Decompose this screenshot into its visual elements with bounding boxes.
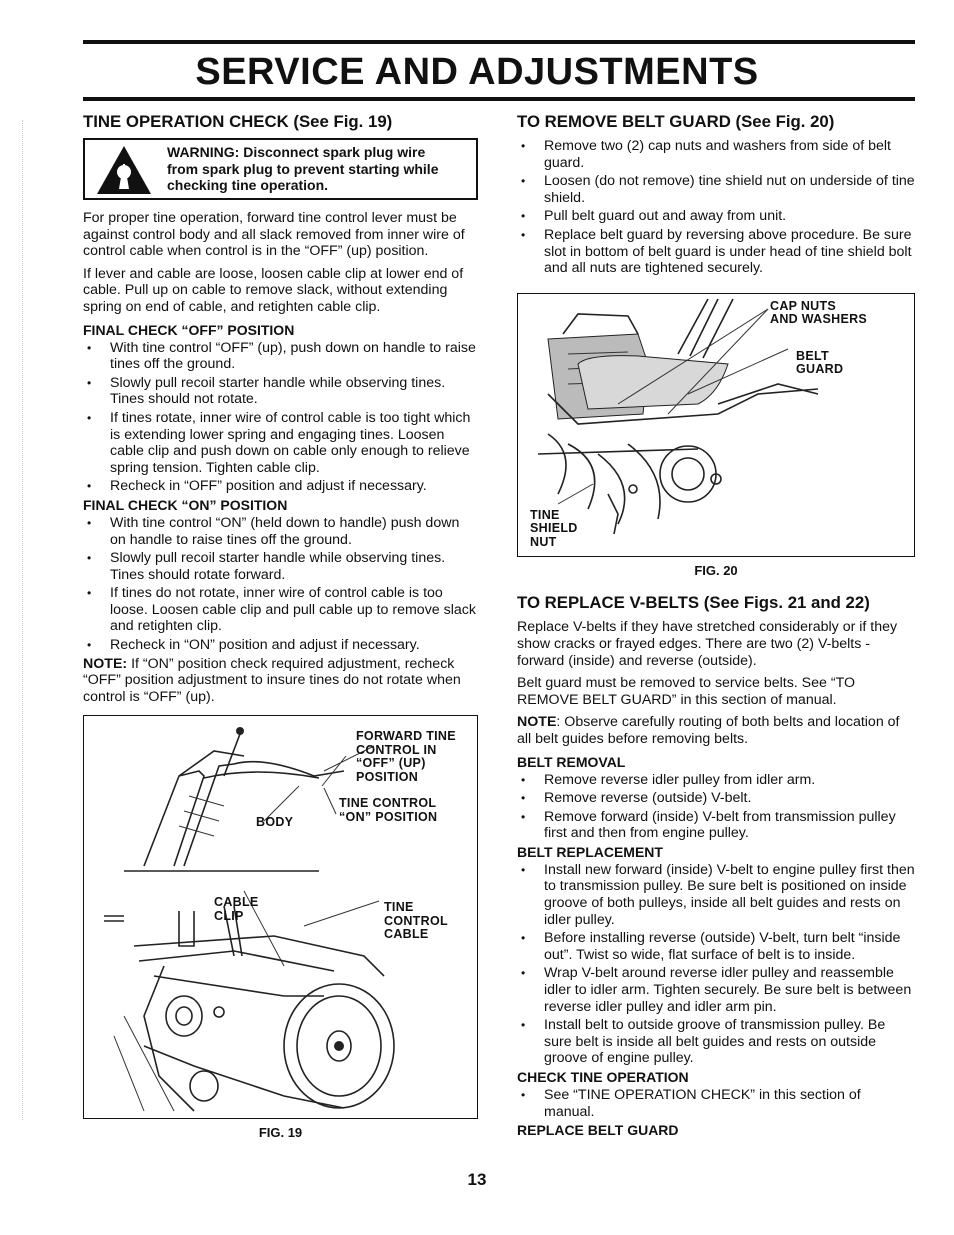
tine-check-heading: TINE OPERATION CHECK (See Fig. 19) (83, 112, 393, 131)
belt-replacement-heading: BELT REPLACEMENT (517, 843, 663, 860)
list-item: • Recheck in “OFF” position and adjust if necessary. (83, 478, 478, 495)
label-tine-control-on: TINE CONTROL “ON” POSITION (339, 796, 438, 824)
label-belt-guard: BELT GUARD (796, 348, 844, 377)
label-body: BODY (256, 815, 294, 830)
list-item: • Slowly pull recoil starter handle while observing tines. Tines should rotate forward. (83, 550, 478, 583)
list-item: • Loosen (do not remove) tine shield nut on underside of tine shield. (517, 173, 915, 206)
list-item: • If tines do not rotate, inner wire of control cable is too loose. Loosen cable clip and pull cable up to remove slack and retighten clip. (83, 585, 478, 635)
warning-box (83, 138, 478, 200)
belt-removal-heading: BELT REMOVAL (517, 753, 626, 770)
list-item: • Install belt to outside groove of transmission pulley. Be sure belt is inside all belt guides and rests on outside groove of engine pulley. (517, 1017, 915, 1067)
label-cable-clip: CABLE CLIP (214, 895, 259, 923)
list-item: • Remove forward (inside) V-belt from transmission pulley first and then from engine pulley. (517, 809, 915, 842)
figure-20 (517, 293, 915, 557)
list-item: • See “TINE OPERATION CHECK” in this section of manual. (517, 1087, 915, 1120)
belt-removal-list (517, 772, 915, 842)
title-rule-bottom (83, 97, 915, 101)
list-item: • Pull belt guard out and away from unit. (517, 208, 915, 225)
list-item: • Wrap V-belt around reverse idler pulley and reassemble idler to idler arm. Tighten securely. Be sure belt is between reverse idler pulley and idler arm pin. (517, 965, 915, 1015)
final-off-heading: FINAL CHECK “OFF” POSITION (83, 321, 295, 338)
label-cap-nuts: CAP NUTS AND WASHERS (770, 298, 868, 327)
list-item: • Recheck in “ON” position and adjust if necessary. (83, 637, 478, 654)
check-tine-heading: CHECK TINE OPERATION (517, 1069, 689, 1085)
list-item: • Remove reverse idler pulley from idler arm. (517, 772, 915, 789)
list-item: • With tine control “OFF” (up), push down on handle to raise tines off the ground. (83, 340, 478, 373)
list-item: • Replace belt guard by reversing above procedure. Be sure slot in bottom of belt guard is under head of tine shield bolt and all nuts are tightened securely. (517, 227, 915, 277)
fig19-caption: FIG. 19 (258, 1125, 303, 1141)
note-text: If “ON” position check required adjustment, recheck “OFF” position adjustment to insure tines do not rotate when control is “OFF” (up). (83, 655, 461, 705)
list-item: • If tines rotate, inner wire of control cable is too tight which is extending lower spring and engaging tines. Loosen cable clip and push down on cable only enough to relieve spring tension. Tighten cable clip. (83, 410, 478, 476)
final-on-note (83, 656, 478, 706)
list-item: • Slowly pull recoil starter handle while observing tines. Tines should not rotate. (83, 375, 478, 408)
warning-text: WARNING: Disconnect spark plug wire from spark plug to prevent starting while checking tine operation. (167, 144, 439, 193)
label-forward-tine-control: FORWARD TINE CONTROL IN “OFF” (UP) POSITION (356, 729, 456, 784)
tine-check-intro-1: For proper tine operation, forward tine control lever must be against control body and all slack removed from inner wire of control cable when control is in the “OFF” (up) position. (83, 210, 465, 260)
note-label: NOTE (517, 714, 557, 731)
belt-replacement-list (517, 862, 915, 1067)
left-column (83, 112, 478, 1142)
replace-vbelts-para-2: Belt guard must be removed to service belts. See “TO REMOVE BELT GUARD” in this section of manual. (517, 675, 856, 708)
replace-guard-heading: REPLACE BELT GUARD (517, 1122, 679, 1139)
remove-guard-heading: TO REMOVE BELT GUARD (See Fig. 20) (517, 112, 835, 131)
list-item: • Install new forward (inside) V-belt to engine pulley first then to transmission pulley. Be sure belt is positioned on inside groove of both pulleys, inside all belt guides and rests on idler pulley. (517, 862, 915, 928)
remove-guard-list (517, 138, 915, 277)
fig20-caption: FIG. 20 (694, 562, 738, 578)
replace-vbelts-heading: TO REPLACE V-BELTS (See Figs. 21 and 22) (517, 593, 870, 613)
replace-vbelts-note (517, 714, 915, 747)
list-item: • Before installing reverse (outside) V-belt, turn belt “inside out”. Twist so wide, flat surface of belt is to inside. (517, 930, 915, 963)
right-column (517, 112, 915, 1140)
page-number: 13 (467, 1170, 487, 1189)
list-item: • With tine control “ON” (held down to handle) push down on handle to raise tines off the ground. (83, 515, 478, 548)
label-tine-control-cable: TINE CONTROL CABLE (384, 900, 448, 942)
list-item: • Remove two (2) cap nuts and washers from side of belt guard. (517, 138, 915, 171)
note-label: NOTE: (83, 655, 128, 672)
final-on-list (83, 515, 478, 654)
warning-triangle-icon (95, 144, 153, 196)
scan-edge (22, 120, 24, 1120)
label-tine-shield-nut: TINE SHIELD NUT (530, 507, 578, 549)
final-off-list (83, 340, 478, 495)
figure-19 (83, 715, 478, 1119)
list-item: • Remove reverse (outside) V-belt. (517, 790, 915, 807)
tine-check-intro-2: If lever and cable are loose, loosen cable clip at lower end of cable. Pull up on cable to remove slack, without extending spring on end of cable, and retighten cable clip. (83, 265, 464, 315)
final-on-heading: FINAL CHECK “ON” POSITION (83, 496, 288, 513)
note-text: : Observe carefully routing of both belts and location of all belt guides before removing belts. (517, 714, 900, 747)
check-tine-list (517, 1087, 915, 1120)
replace-vbelts-para-1: Replace V-belts if they have stretched considerably or if they show cracks or frayed edges. There are two (2) V-belts - forward (inside) and reverse (outside). (517, 619, 898, 669)
page-title: SERVICE AND ADJUSTMENTS (195, 51, 759, 93)
title-rule-top (83, 40, 915, 44)
